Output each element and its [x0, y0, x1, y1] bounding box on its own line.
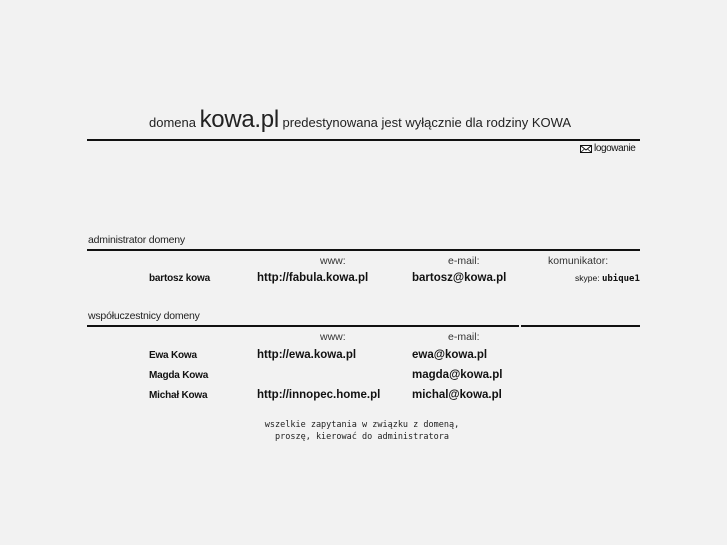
domain-name: kowa.pl — [199, 106, 279, 133]
admin-email-link[interactable]: bartosz@kowa.pl — [412, 272, 507, 284]
page-title — [149, 106, 571, 134]
title-prefix: domena — [149, 115, 196, 130]
member-email-link[interactable]: ewa@kowa.pl — [412, 349, 488, 361]
members-col-email: e-mail: — [448, 331, 480, 343]
envelope-icon — [580, 145, 592, 153]
member-name: Magda Kowa — [149, 370, 209, 381]
skype-label: skype: — [575, 273, 600, 283]
member-name: Ewa Kowa — [149, 350, 197, 361]
admin-www-link[interactable]: http://fabula.kowa.pl — [257, 272, 369, 284]
admin-skype — [575, 273, 640, 284]
footer-note — [262, 419, 462, 443]
member-email-link[interactable]: michal@kowa.pl — [412, 389, 502, 401]
members-col-www: www: — [320, 331, 346, 343]
admin-divider — [87, 249, 640, 251]
admin-col-im: komunikator: — [548, 255, 609, 267]
members-divider-right — [521, 325, 640, 327]
skype-handle: ubique1 — [601, 274, 640, 284]
admin-name: bartosz kowa — [149, 273, 210, 284]
footer-line-2: proszę, kierować do administratora — [275, 432, 449, 442]
member-name: Michał Kowa — [149, 390, 208, 401]
members-divider-left — [87, 325, 519, 327]
admin-col-www: www: — [320, 255, 346, 267]
admin-section-title: administrator domeny — [88, 234, 185, 246]
members-section-title: współuczestnicy domeny — [88, 310, 200, 322]
login-label: logowanie — [594, 143, 636, 154]
member-www-link[interactable]: http://ewa.kowa.pl — [257, 349, 357, 361]
member-email-link[interactable]: magda@kowa.pl — [412, 369, 503, 381]
member-www-link[interactable]: http://innopec.home.pl — [257, 389, 381, 401]
login-link[interactable] — [580, 143, 635, 154]
header-divider — [87, 139, 640, 141]
title-suffix: predestynowana jest wyłącznie dla rodziny KOWA — [282, 115, 572, 130]
admin-col-email: e-mail: — [448, 255, 480, 267]
footer-line-1: wszelkie zapytania w związku z domeną, — [264, 420, 460, 430]
